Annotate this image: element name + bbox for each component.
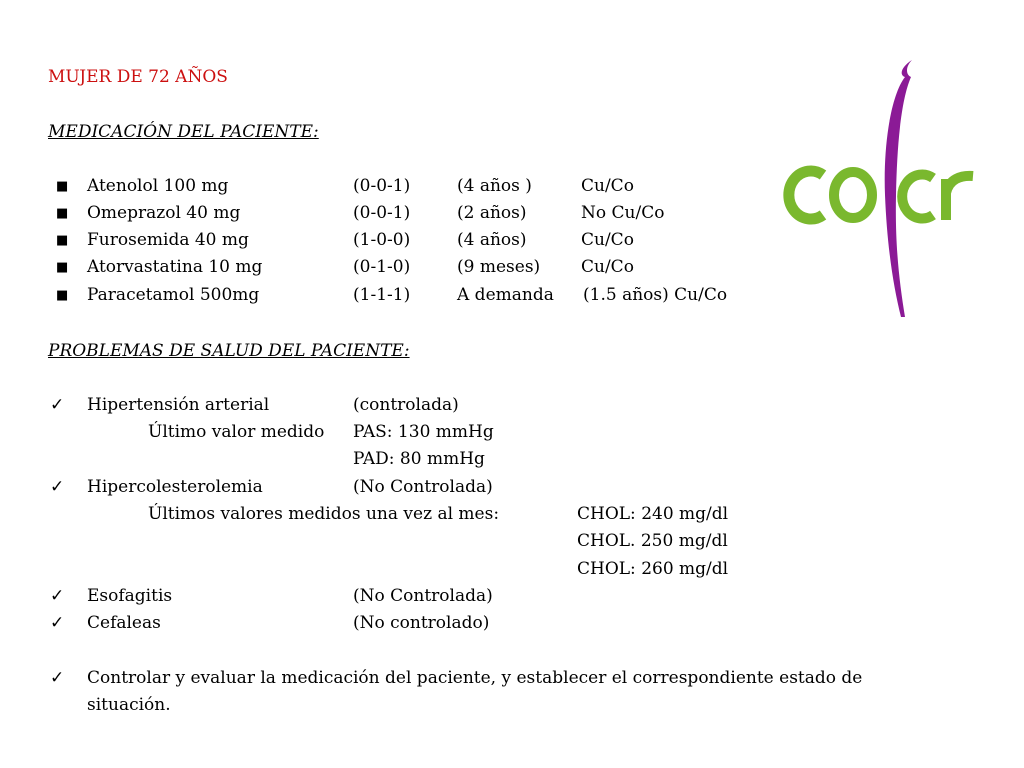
logo-letter-r	[946, 176, 973, 220]
med-duration: (9 meses)	[457, 257, 541, 277]
med-dose: (1-1-1)	[353, 285, 411, 305]
med-name: Furosemida 40 mg	[87, 230, 249, 250]
med-name: Paracetamol 500mg	[87, 285, 260, 305]
med-name: Omeprazol 40 mg	[87, 203, 241, 223]
med-dose: (0-0-1)	[353, 176, 411, 196]
final-note-text: situación	[87, 695, 166, 715]
square-bullet-icon: ■	[56, 233, 69, 248]
checkmark-icon: ✓	[50, 477, 65, 497]
medication-heading: MEDICACIÓN DEL PACIENTE:	[48, 122, 319, 142]
logo-letter-c2	[902, 175, 933, 219]
med-dose: (1-0-0)	[353, 230, 411, 250]
problem-status: (controlada)	[353, 395, 459, 415]
med-duration: (4 años )	[457, 176, 532, 196]
logo-letter-c	[789, 171, 823, 219]
problems-heading: PROBLEMAS DE SALUD DEL PACIENTE:	[48, 341, 410, 361]
problem-sub-label: Últimos valores medidos una vez al mes:	[148, 504, 500, 524]
page-title: MUJER DE 72 AÑOS	[48, 67, 228, 87]
problem-label: Cefaleas	[87, 613, 161, 633]
square-bullet-icon: ■	[56, 288, 69, 303]
final-note-line2	[87, 694, 171, 716]
problem-status: (No Controlada)	[353, 586, 493, 606]
problem-label: Esofagitis	[87, 586, 173, 606]
problem-sub-label: Último valor medido	[148, 422, 325, 442]
med-status: (1.5 años) Cu/Co	[583, 285, 728, 305]
cofcr-logo	[775, 55, 980, 320]
problem-label: Hipercolesterolemia	[87, 477, 263, 497]
problem-label: Hipertensión arterial	[87, 395, 270, 415]
pas-value: PAS: 130 mmHg	[353, 422, 494, 442]
checkmark-icon: ✓	[50, 668, 65, 688]
med-dose: (0-0-1)	[353, 203, 411, 223]
med-name: Atenolol 100 mg	[87, 176, 229, 196]
checkmark-icon: ✓	[50, 613, 65, 633]
checkmark-icon: ✓	[50, 395, 65, 415]
pad-value: PAD: 80 mmHg	[353, 449, 485, 469]
square-bullet-icon: ■	[56, 179, 69, 194]
med-duration: (4 años)	[457, 230, 527, 250]
med-status: No Cu/Co	[581, 203, 665, 223]
square-bullet-icon: ■	[56, 260, 69, 275]
problem-status: (No Controlada)	[353, 477, 493, 497]
med-status: Cu/Co	[581, 230, 634, 250]
logo-letter-o	[834, 172, 872, 218]
chol-value: CHOL: 260 mg/dl	[577, 559, 729, 579]
final-note-line1: Controlar y evaluar la medicación del paciente, y establecer el correspondiente estado de	[87, 668, 863, 688]
chol-value: CHOL. 250 mg/dl	[577, 531, 728, 551]
med-name: Atorvastatina 10 mg	[87, 257, 263, 277]
square-bullet-icon: ■	[56, 206, 69, 221]
checkmark-icon: ✓	[50, 586, 65, 606]
chol-value: CHOL: 240 mg/dl	[577, 504, 729, 524]
final-note-period: .	[165, 695, 171, 715]
problem-status: (No controlado)	[353, 613, 490, 633]
med-dose: (0-1-0)	[353, 257, 411, 277]
med-duration: A demanda	[457, 285, 554, 305]
med-status: Cu/Co	[581, 176, 634, 196]
med-status: Cu/Co	[581, 257, 634, 277]
med-duration: (2 años)	[457, 203, 527, 223]
